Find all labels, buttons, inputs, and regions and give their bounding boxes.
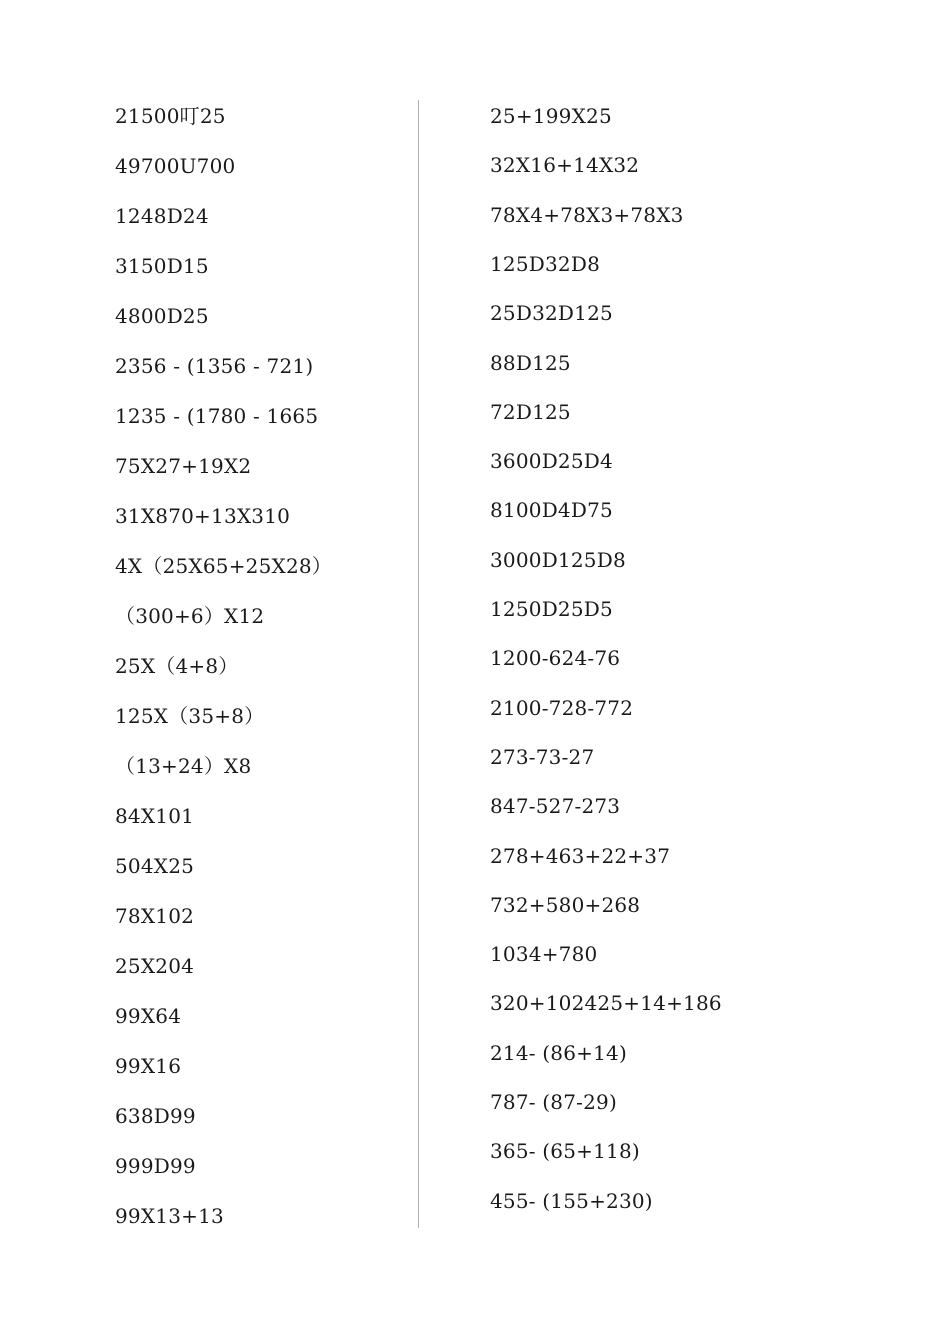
math-problem: 49700U700 [115, 154, 236, 178]
math-problem: 25X（4+8） [115, 654, 239, 678]
math-problem: 1034+780 [490, 942, 598, 967]
math-problem: 31X870+13X310 [115, 504, 291, 528]
math-problem: 1250D25D5 [490, 597, 613, 621]
math-problem: （13+24）X8 [115, 754, 252, 778]
math-problem: 75X27+19X2 [115, 454, 252, 478]
math-problem: 320+102425+14+186 [490, 991, 722, 1016]
math-problem: 2100-728-772 [490, 695, 634, 720]
math-problem: 214- (86+14) [490, 1040, 627, 1065]
math-problem: 1248D24 [115, 204, 209, 228]
math-problem: 3150D15 [115, 254, 209, 278]
math-problem: 999D99 [115, 1154, 196, 1178]
math-problem: 4800D25 [115, 304, 209, 328]
math-problem: 84X101 [115, 804, 195, 828]
math-problem: 787- (87-29) [490, 1090, 617, 1114]
math-problem: 72D125 [490, 399, 571, 424]
math-problem: 278+463+22+37 [490, 843, 671, 868]
math-problem: 125X（35+8） [115, 704, 265, 728]
math-problem: 25X204 [115, 954, 195, 978]
math-problem: 78X4+78X3+78X3 [490, 202, 684, 227]
math-problem: 8100D4D75 [490, 498, 613, 523]
math-problem: 455- (155+230) [490, 1188, 653, 1213]
math-problem: 638D99 [115, 1104, 196, 1128]
math-problem: 847-527-273 [490, 794, 621, 819]
math-problem: 504X25 [115, 854, 195, 878]
math-problem: 1235 - (1780 - 1665 [115, 404, 319, 428]
math-problem: 1200-624-76 [490, 646, 621, 671]
math-problem: 99X13+13 [115, 1204, 224, 1228]
math-problem: 25+199X25 [490, 104, 612, 128]
math-problem: 99X16 [115, 1054, 182, 1078]
math-problem: 78X102 [115, 904, 195, 928]
math-problem: 365- (65+118) [490, 1139, 640, 1164]
math-problem: 125D32D8 [490, 251, 601, 276]
math-problem: 99X64 [115, 1004, 182, 1028]
math-problem: （300+6）X12 [115, 604, 265, 628]
column-divider [418, 100, 419, 1228]
math-problem: 4X（25X65+25X28） [115, 554, 332, 578]
math-problem: 3600D25D4 [490, 449, 613, 474]
math-problem: 25D32D125 [490, 301, 613, 326]
math-problem: 2356 - (1356 - 721) [115, 354, 314, 378]
math-problem: 88D125 [490, 350, 571, 375]
math-problem: 32X16+14X32 [490, 153, 640, 178]
math-problem: 21500叮25 [115, 104, 226, 128]
math-problem: 3000D125D8 [490, 547, 626, 572]
math-problem: 732+580+268 [490, 892, 641, 917]
math-problem: 273-73-27 [490, 744, 595, 769]
